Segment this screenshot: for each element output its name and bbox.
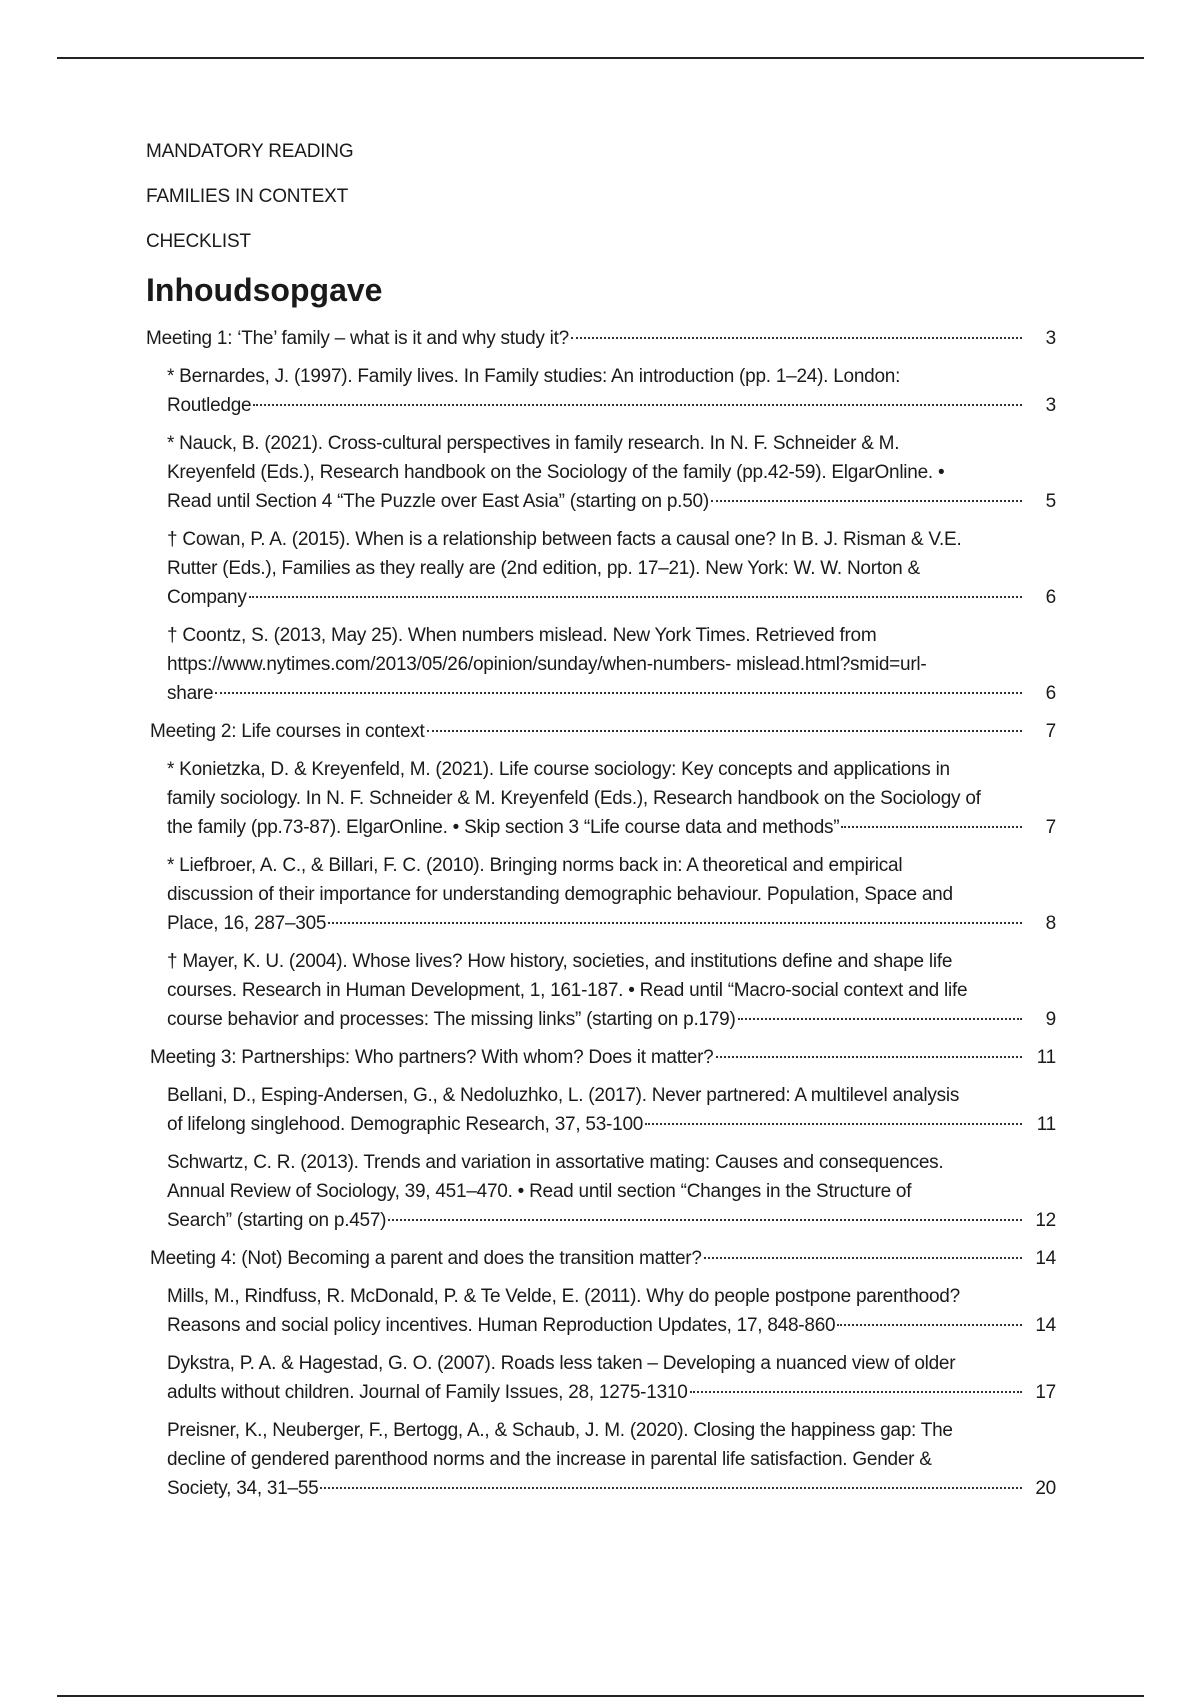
bottom-rule	[57, 1695, 1144, 1697]
toc-entry-text: courses. Research in Human Development, 1, 161-187. • Read until “Macro-social context and life	[167, 980, 968, 1001]
toc-entry-text: of lifelong singlehood. Demographic Research, 37, 53-100	[167, 1114, 644, 1135]
toc-page-number: 9	[1045, 1009, 1056, 1030]
dot-leader	[645, 1123, 1022, 1125]
toc-title: Inhoudsopgave	[146, 272, 383, 308]
toc-meeting-link[interactable]	[146, 1244, 1056, 1273]
toc-entry-text: adults without children. Journal of Family Issues, 28, 1275-1310	[167, 1382, 688, 1403]
toc-reference-link[interactable]	[146, 1282, 1056, 1340]
toc-reference-link[interactable]	[146, 362, 1056, 420]
toc-page-number: 20	[1035, 1478, 1056, 1499]
toc-page-number: 8	[1045, 913, 1056, 934]
dot-leader	[841, 826, 1022, 828]
toc-entry-text: Annual Review of Sociology, 39, 451–470. • Read until section “Changes in the Structure of	[167, 1181, 912, 1202]
toc-entry-text: Company	[167, 587, 247, 608]
toc-entry-text: Dykstra, P. A. & Hagestad, G. O. (2007). Roads less taken – Developing a nuanced view of older	[167, 1353, 956, 1374]
dot-leader	[571, 337, 1022, 339]
toc-page-number: 14	[1035, 1248, 1056, 1269]
toc-entry-text: Routledge	[167, 395, 252, 416]
toc-page-number: 11	[1036, 1047, 1056, 1068]
toc-reference-link[interactable]	[146, 1148, 1056, 1235]
toc-entry-text: family sociology. In N. F. Schneider & M. Kreyenfeld (Eds.), Research handbook on the Sociology of	[167, 788, 981, 809]
toc-entry-text: † Mayer, K. U. (2004). Whose lives? How history, societies, and institutions define and shape life	[167, 951, 953, 972]
toc-entry-text: * Nauck, B. (2021). Cross-cultural perspectives in family research. In N. F. Schneider & M.	[167, 433, 900, 454]
toc-meeting-link[interactable]	[146, 1043, 1056, 1072]
toc-page-number: 14	[1035, 1315, 1056, 1336]
toc-reference-link[interactable]	[146, 1349, 1056, 1407]
table-of-contents	[146, 324, 1056, 1503]
toc-entry-text: Schwartz, C. R. (2013). Trends and variation in assortative mating: Causes and consequences.	[167, 1152, 944, 1173]
toc-page-number: 6	[1045, 683, 1056, 704]
toc-entry-text: Kreyenfeld (Eds.), Research handbook on the Sociology of the family (pp.42-59). ElgarOnline. •	[167, 462, 945, 483]
header-mandatory-reading: MANDATORY READING	[146, 141, 354, 162]
dot-leader	[253, 404, 1022, 406]
toc-entry-text: Meeting 4: (Not) Becoming a parent and does the transition matter?	[150, 1248, 702, 1269]
toc-entry-text: Place, 16, 287–305	[167, 913, 327, 934]
toc-entry-text: Mills, M., Rindfuss, R. McDonald, P. & Te Velde, E. (2011). Why do people postpone parenthood?	[167, 1286, 960, 1307]
dot-leader	[249, 596, 1022, 598]
toc-meeting-link[interactable]	[146, 324, 1056, 353]
dot-leader	[690, 1391, 1022, 1393]
top-rule	[57, 57, 1144, 59]
toc-page-number: 12	[1035, 1210, 1056, 1231]
toc-entry-text: Bellani, D., Esping-Andersen, G., & Nedoluzhko, L. (2017). Never partnered: A multilevel analysis	[167, 1085, 960, 1106]
header-course-title: FAMILIES IN CONTEXT	[146, 186, 349, 207]
toc-entry-text: * Liefbroer, A. C., & Billari, F. C. (2010). Bringing norms back in: A theoretical and empirical	[167, 855, 903, 876]
toc-entry-text: https://www.nytimes.com/2013/05/26/opinion/sunday/when-numbers- mislead.html?smid=url-	[167, 654, 927, 675]
toc-entry-text: † Cowan, P. A. (2015). When is a relationship between facts a causal one? In B. J. Risman & V.E.	[167, 529, 962, 550]
toc-page-number: 3	[1045, 328, 1056, 349]
toc-entry-text: * Konietzka, D. & Kreyenfeld, M. (2021). Life course sociology: Key concepts and applications in	[167, 759, 950, 780]
toc-entry-text: Rutter (Eds.), Families as they really are (2nd edition, pp. 17–21). New York: W. W. Norton &	[167, 558, 920, 579]
dot-leader	[704, 1257, 1022, 1259]
dot-leader	[215, 692, 1022, 694]
toc-reference-link[interactable]	[146, 621, 1056, 708]
toc-entry-text: the family (pp.73-87). ElgarOnline. • Skip section 3 “Life course data and methods”	[167, 817, 840, 838]
toc-entry-text: discussion of their importance for understanding demographic behaviour. Population, Space and	[167, 884, 953, 905]
toc-page-number: 7	[1045, 721, 1056, 742]
toc-page-number: 5	[1045, 491, 1056, 512]
document-body	[146, 140, 1056, 1512]
dot-leader	[837, 1324, 1022, 1326]
header-checklist: CHECKLIST	[146, 231, 251, 252]
toc-entry-text: Meeting 2: Life courses in context	[150, 721, 425, 742]
toc-page-number: 11	[1036, 1114, 1056, 1135]
dot-leader	[738, 1018, 1022, 1020]
toc-entry-text: Society, 34, 31–55	[167, 1478, 319, 1499]
dot-leader	[388, 1219, 1022, 1221]
toc-reference-link[interactable]	[146, 755, 1056, 842]
toc-entry-text: course behavior and processes: The missing links” (starting on p.179)	[167, 1009, 736, 1030]
toc-entry-text: decline of gendered parenthood norms and the increase in parental life satisfaction. Gender &	[167, 1449, 932, 1470]
toc-entry-text: share	[167, 683, 214, 704]
toc-reference-link[interactable]	[146, 947, 1056, 1034]
toc-entry-text: † Coontz, S. (2013, May 25). When numbers mislead. New York Times. Retrieved from	[167, 625, 877, 646]
dot-leader	[320, 1487, 1022, 1489]
toc-entry-text: * Bernardes, J. (1997). Family lives. In Family studies: An introduction (pp. 1–24). London:	[167, 366, 901, 387]
toc-entry-text: Search” (starting on p.457)	[167, 1210, 387, 1231]
toc-entry-text: Meeting 1: ‘The’ family – what is it and why study it?	[146, 328, 569, 349]
toc-page-number: 7	[1045, 817, 1056, 838]
toc-page-number: 6	[1045, 587, 1056, 608]
toc-reference-link[interactable]	[146, 429, 1056, 516]
toc-meeting-link[interactable]	[146, 717, 1056, 746]
toc-entry-text: Preisner, K., Neuberger, F., Bertogg, A., & Schaub, J. M. (2020). Closing the happiness gap: The	[167, 1420, 953, 1441]
toc-reference-link[interactable]	[146, 525, 1056, 612]
toc-reference-link[interactable]	[146, 1081, 1056, 1139]
dot-leader	[716, 1056, 1023, 1058]
toc-entry-text: Read until Section 4 “The Puzzle over East Asia” (starting on p.50)	[167, 491, 709, 512]
toc-page-number: 3	[1045, 395, 1056, 416]
toc-reference-link[interactable]	[146, 1416, 1056, 1503]
toc-entry-text: Meeting 3: Partnerships: Who partners? With whom? Does it matter?	[150, 1047, 714, 1068]
dot-leader	[328, 922, 1022, 924]
toc-reference-link[interactable]	[146, 851, 1056, 938]
toc-page-number: 17	[1035, 1382, 1056, 1403]
dot-leader	[427, 730, 1022, 732]
dot-leader	[711, 500, 1022, 502]
toc-entry-text: Reasons and social policy incentives. Human Reproduction Updates, 17, 848-860	[167, 1315, 836, 1336]
